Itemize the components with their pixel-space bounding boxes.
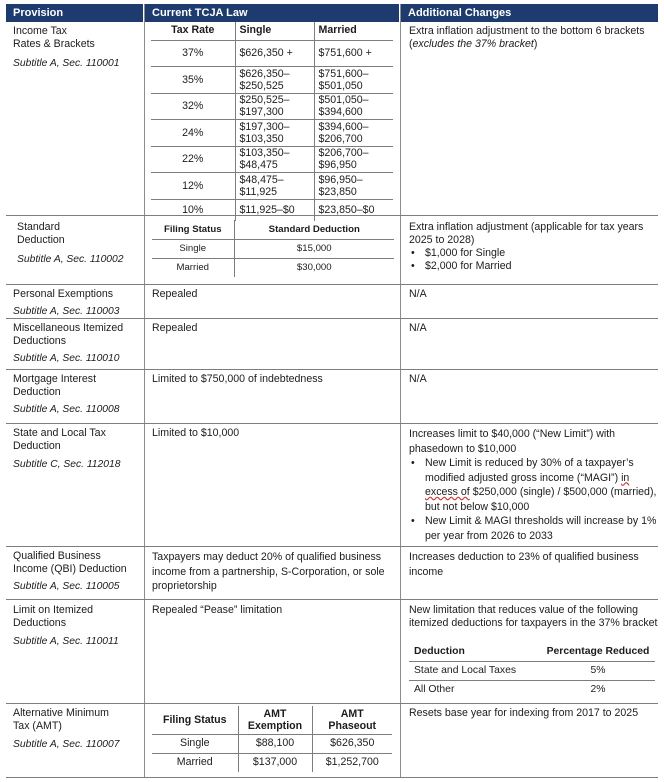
bracket-single-value: $250,525 — [239, 79, 284, 92]
change-text: Resets base year for indexing from 2017 to 2025 — [409, 707, 639, 719]
bullet-text: New Limit is reduced by 30% of a taxpayer’s modified adjusted gross income (“MAGI”) — [425, 457, 634, 484]
provision-title: Alternative Minimum — [13, 707, 109, 719]
bracket-married-value: $96,950 — [318, 159, 357, 172]
bracket-married-value: $751,600– — [318, 67, 369, 80]
change-text: Extra inflation adjustment to the bottom 6 brackets ( — [409, 25, 645, 50]
filing-status: Single — [152, 239, 234, 258]
bracket-married — [314, 93, 393, 120]
bracket-rate: 24% — [151, 120, 235, 147]
provision-title: State and Local Tax — [13, 427, 106, 439]
provision-section: Subtitle A, Sec. 110001 — [13, 58, 120, 69]
provision-title: Rates & Brackets — [13, 38, 95, 50]
change-text: ) — [533, 38, 538, 50]
provision-title: Deductions — [13, 617, 66, 629]
table-row — [152, 753, 392, 772]
amt-phaseout: $626,350 — [312, 734, 392, 753]
bracket-single-value: $11,925 — [239, 185, 278, 198]
bracket-single — [235, 67, 314, 94]
bracket-single-value: $103,350– — [239, 147, 290, 160]
provision-title: Deduction — [17, 234, 65, 246]
table-row — [151, 40, 393, 67]
bracket-single — [235, 120, 314, 147]
bullet-item — [409, 456, 659, 514]
provision-income-tax — [13, 25, 141, 70]
row-divider — [6, 284, 658, 285]
provision-title: Miscellaneous Itemized — [13, 322, 124, 334]
current-law-text: Limited to $10,000 — [152, 427, 240, 439]
col-single: Single — [235, 22, 314, 40]
table-row — [409, 680, 655, 699]
col-label: AMT — [263, 707, 287, 720]
bracket-single-value: $197,300 — [239, 106, 284, 119]
change-standard-deduction — [409, 221, 659, 273]
bracket-rate: 10% — [182, 204, 204, 217]
bullet-text: $250,000 (single) / $500,000 (married), but not below $10,000 — [425, 486, 657, 513]
change-text-italic: excludes the 37% bracket — [412, 38, 534, 50]
table-row — [151, 199, 393, 221]
column-divider — [144, 4, 145, 778]
deduction-name: All Other — [414, 684, 455, 696]
col-amt-exemption — [238, 706, 312, 734]
col-standard-deduction: Standard Deduction — [234, 220, 394, 239]
bracket-single-value: $103,350 — [239, 132, 284, 145]
table-row — [151, 93, 393, 120]
table-row — [152, 239, 394, 258]
deduction-amount: $30,000 — [234, 258, 394, 277]
provision-title: Personal Exemptions — [13, 288, 114, 300]
row-divider — [6, 599, 658, 600]
bullet-text-flagged: in excess of — [425, 471, 630, 498]
bullet-item: • $1,000 for Single — [409, 247, 659, 260]
deduction-name: State and Local Taxes — [409, 661, 541, 680]
col-filing-status: Filing Status — [152, 706, 238, 734]
provision-title: Tax (AMT) — [13, 720, 62, 732]
col-deduction: Deduction — [409, 643, 541, 661]
percentage-reduced: 2% — [590, 684, 606, 696]
provision-title: Deduction — [13, 440, 61, 452]
bullet-list — [409, 456, 659, 543]
bracket-married — [314, 40, 393, 67]
provision-section: Subtitle A, Sec. 110010 — [13, 353, 120, 364]
col-amt-phaseout — [312, 706, 392, 734]
provision-title: Deductions — [13, 335, 66, 347]
filing-status: Single — [152, 734, 238, 753]
bracket-single — [235, 173, 314, 200]
amt-phaseout: $1,252,700 — [312, 753, 392, 772]
bracket-single-value: $626,350– — [239, 67, 290, 80]
table-header-row — [152, 706, 392, 734]
provision-personal-exemptions — [13, 288, 141, 318]
table-header-row — [152, 220, 394, 239]
change-text: N/A — [409, 373, 427, 385]
table-row — [151, 120, 393, 147]
bracket-single-value: $197,300– — [239, 120, 290, 133]
filing-status: Married — [176, 756, 213, 769]
provision-title: Limit on Itemized — [13, 604, 94, 616]
bracket-married-value: $23,850 — [318, 185, 357, 198]
bracket-married-value: $751,600 + — [318, 47, 372, 60]
provision-section: Subtitle A, Sec. 110003 — [13, 306, 120, 317]
col-label: Phaseout — [328, 719, 377, 732]
bracket-single-value: $48,475 — [239, 159, 278, 172]
bracket-single-value: $626,350 + — [239, 47, 293, 60]
filing-status: Married — [176, 262, 210, 274]
amt-table — [152, 706, 392, 772]
deduction-amount: $15,000 — [234, 239, 394, 258]
bracket-rate: 32% — [151, 93, 235, 120]
current-law-text: Repealed “Pease” limitation — [152, 604, 283, 616]
provision-title: Deduction — [13, 386, 61, 398]
col-label: AMT — [340, 707, 364, 720]
amt-exemption: $137,000 — [238, 753, 312, 772]
bracket-married-value: $206,700 — [318, 132, 363, 145]
table-header-row — [409, 643, 655, 661]
bracket-rate: 37% — [151, 40, 235, 67]
provision-mortgage — [13, 373, 141, 416]
bullet-item: • New Limit & MAGI thresholds will increase by 1% per year from 2026 to 2033 — [409, 514, 659, 543]
table-row — [152, 258, 394, 277]
col-label: Exemption — [247, 719, 303, 732]
bracket-married-value: $96,950– — [318, 173, 363, 186]
bracket-single-value: $48,475– — [239, 173, 284, 186]
bullet-list — [409, 247, 659, 273]
provision-section: Subtitle A, Sec. 110005 — [13, 581, 120, 592]
row-divider — [6, 423, 658, 424]
bracket-married-value: $394,600 — [318, 106, 363, 119]
col-tax-rate: Tax Rate — [151, 22, 235, 40]
provision-title: Qualified Business — [13, 550, 101, 562]
bracket-single-value: $250,525– — [239, 94, 290, 107]
col-married: Married — [314, 22, 393, 40]
bracket-single — [235, 93, 314, 120]
provision-standard-deduction — [17, 221, 145, 266]
provision-title: Mortgage Interest — [13, 373, 97, 385]
header-current-law: Current TCJA Law — [145, 4, 399, 22]
table-row — [409, 661, 655, 680]
provision-limit-itemized — [13, 604, 141, 648]
table-row — [152, 734, 392, 753]
bracket-married — [314, 199, 393, 221]
provision-title: Income (QBI) Deduction — [13, 563, 127, 575]
header-additional-changes: Additional Changes — [401, 4, 658, 22]
amt-exemption: $88,100 — [238, 734, 312, 753]
bracket-married — [314, 146, 393, 173]
row-divider — [6, 703, 658, 704]
row-divider — [6, 369, 658, 370]
bracket-married-value: $501,050– — [318, 94, 369, 107]
provision-section: Subtitle A, Sec. 110008 — [13, 404, 120, 415]
provision-qbi — [13, 550, 141, 593]
bracket-married-value: $206,700– — [318, 147, 369, 160]
provision-section: Subtitle C, Sec. 112018 — [13, 459, 121, 470]
table-row — [151, 173, 393, 200]
bracket-married-value: $394,600– — [318, 120, 369, 133]
bracket-married — [314, 173, 393, 200]
table-header-row — [151, 22, 393, 40]
tax-brackets-table — [151, 22, 393, 221]
change-income-tax — [409, 25, 659, 51]
col-percentage-reduced: Percentage Reduced — [541, 643, 655, 661]
bracket-married — [314, 67, 393, 94]
provision-amt — [13, 707, 141, 751]
provision-section: Subtitle A, Sec. 110002 — [17, 254, 124, 265]
bracket-single — [235, 40, 314, 67]
provision-section: Subtitle A, Sec. 110007 — [13, 739, 120, 750]
bracket-married-value: $23,850–$0 — [318, 204, 375, 217]
provision-salt — [13, 427, 141, 471]
change-text: Increases deduction to 23% of qualified business income — [409, 551, 639, 578]
bullet-item: • $2,000 for Married — [409, 260, 659, 273]
bracket-married — [314, 120, 393, 147]
bracket-single — [235, 146, 314, 173]
current-law-text: Limited to $750,000 of indebtedness — [152, 373, 323, 385]
row-divider — [6, 546, 658, 547]
standard-deduction-table — [152, 220, 394, 277]
provision-misc-itemized — [13, 322, 141, 365]
bracket-single-value: $11,925–$0 — [239, 204, 295, 217]
row-divider — [6, 318, 658, 319]
change-text: Extra inflation adjustment (applicable for tax years 2025 to 2028) — [409, 221, 644, 246]
bracket-married-value: $501,050 — [318, 79, 363, 92]
bracket-rate: 22% — [151, 146, 235, 173]
provision-title: Income Tax — [13, 25, 67, 37]
change-text: Increases limit to $40,000 (“New Limit”) with phasedown to $10,000 — [409, 428, 616, 455]
current-law-text: Repealed — [152, 288, 198, 300]
bracket-rate: 35% — [151, 67, 235, 94]
itemized-reduction-table — [409, 643, 655, 699]
current-law-text: Taxpayers may deduct 20% of qualified business income from a partnership, S-Corporation, or sole proprietorship — [152, 551, 385, 592]
bracket-rate: 12% — [151, 173, 235, 200]
bracket-single — [235, 199, 314, 221]
change-text: N/A — [409, 288, 427, 300]
change-text: N/A — [409, 322, 427, 334]
header-provision: Provision — [6, 4, 143, 22]
provision-title: Standard — [17, 221, 60, 233]
col-filing-status: Filing Status — [152, 220, 234, 239]
table-row — [151, 146, 393, 173]
percentage-reduced: 5% — [541, 661, 655, 680]
current-law-text: Repealed — [152, 322, 198, 334]
table-row — [151, 67, 393, 94]
change-salt — [409, 427, 659, 543]
column-divider — [400, 4, 401, 778]
row-divider — [6, 777, 658, 778]
change-text: New limitation that reduces value of the following itemized deductions for taxpayers in the 37% bracket — [409, 604, 658, 629]
provision-section: Subtitle A, Sec. 110011 — [13, 636, 119, 647]
